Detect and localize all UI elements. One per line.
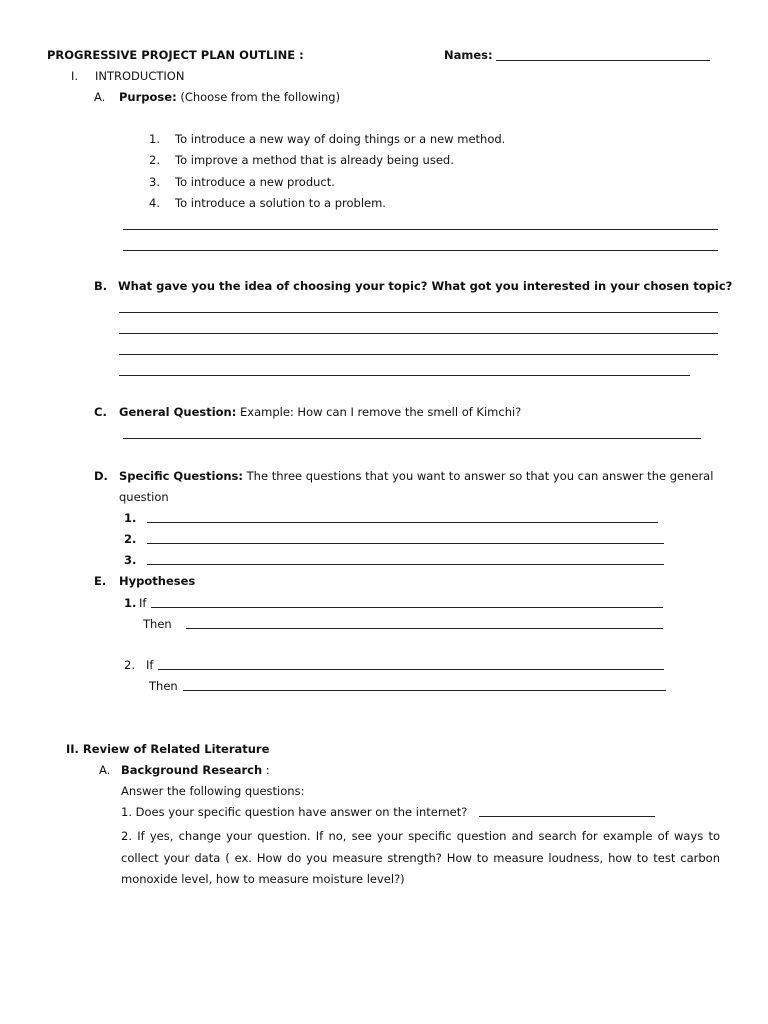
specific-questions-text: The three questions that you want to answer so that you can answer the general: [246, 469, 714, 483]
item-e-letter: E.: [94, 574, 107, 588]
section-2-title: II. Review of Related Literature: [66, 742, 270, 756]
purpose-option-num: 3.: [149, 175, 160, 189]
purpose-answer-line[interactable]: [123, 250, 718, 251]
section-1-title: INTRODUCTION: [95, 69, 185, 83]
hypothesis-then-line[interactable]: [183, 690, 666, 691]
hypothesis-if-line[interactable]: [151, 607, 663, 608]
hypothesis-then-label: Then: [143, 617, 172, 631]
hypotheses-label: Hypotheses: [119, 574, 196, 588]
specific-questions-label: Specific Questions:: [119, 469, 243, 483]
purpose-instruction: (Choose from the following): [180, 90, 341, 104]
names-label: Names:: [444, 48, 493, 62]
general-question-example: Example: How can I remove the smell of Kimchi?: [240, 405, 522, 419]
hypothesis-num: 2.: [124, 658, 135, 672]
names-field[interactable]: [496, 60, 710, 61]
item-2a-letter: A.: [99, 763, 111, 777]
hypothesis-then-label: Then: [149, 679, 178, 693]
general-question-label: General Question:: [119, 405, 237, 419]
hypothesis-if-line[interactable]: [158, 669, 664, 670]
item-c-letter: C.: [94, 405, 107, 419]
topic-idea-question: What gave you the idea of choosing your topic? What got you interested in your chosen topic?: [118, 279, 733, 293]
general-question-answer-line[interactable]: [123, 438, 701, 439]
research-question-1-answer-line[interactable]: [479, 816, 655, 817]
item-b-letter: B.: [94, 279, 108, 293]
topic-idea-answer-line[interactable]: [119, 375, 690, 376]
topic-idea-answer-line[interactable]: [119, 354, 718, 355]
specific-questions-heading: [119, 469, 713, 483]
specific-question-answer-line[interactable]: [147, 522, 658, 523]
hypothesis-if-label: If: [139, 596, 147, 610]
topic-idea-answer-line[interactable]: [119, 312, 718, 313]
worksheet-title: PROGRESSIVE PROJECT PLAN OUTLINE :: [47, 48, 304, 62]
item-d-letter: D.: [94, 469, 108, 483]
hypothesis-then-line[interactable]: [186, 628, 663, 629]
research-question-2: 2. If yes, change your question. If no, see your specific question and search for example of ways to collect your data ( ex. How do you measure strength? How to measure loudness, how to test carbon monoxide level, how to measure moisture level?): [121, 829, 720, 886]
purpose-option-num: 1.: [149, 132, 160, 146]
background-research-colon: :: [265, 763, 270, 777]
background-research-heading: [121, 763, 270, 777]
specific-questions-text-cont: question: [119, 490, 169, 504]
answer-instruction: Answer the following questions:: [121, 784, 305, 798]
purpose-option-text: To introduce a solution to a problem.: [175, 196, 386, 210]
specific-question-num: 2.: [124, 532, 137, 546]
purpose-answer-line[interactable]: [123, 229, 718, 230]
research-question-1: 1. Does your specific question have answer on the internet?: [121, 805, 468, 819]
purpose-option-text: To improve a method that is already being used.: [175, 153, 454, 167]
purpose-option-text: To introduce a new way of doing things or a new method.: [175, 132, 506, 146]
purpose-heading: [119, 90, 340, 104]
section-1-numeral: I.: [71, 69, 79, 83]
specific-question-answer-line[interactable]: [147, 564, 664, 565]
purpose-option-text: To introduce a new product.: [175, 175, 335, 189]
specific-question-num: 3.: [124, 553, 137, 567]
item-a-letter: A.: [94, 90, 106, 104]
specific-question-answer-line[interactable]: [147, 543, 664, 544]
hypothesis-if-label: If: [146, 658, 154, 672]
purpose-label: Purpose:: [119, 90, 177, 104]
hypothesis-num: 1.: [124, 596, 137, 610]
purpose-option-num: 2.: [149, 153, 160, 167]
purpose-option-num: 4.: [149, 196, 160, 210]
background-research-label: Background Research: [121, 763, 263, 777]
topic-idea-answer-line[interactable]: [119, 333, 718, 334]
specific-question-num: 1.: [124, 511, 137, 525]
general-question-heading: [119, 405, 521, 419]
